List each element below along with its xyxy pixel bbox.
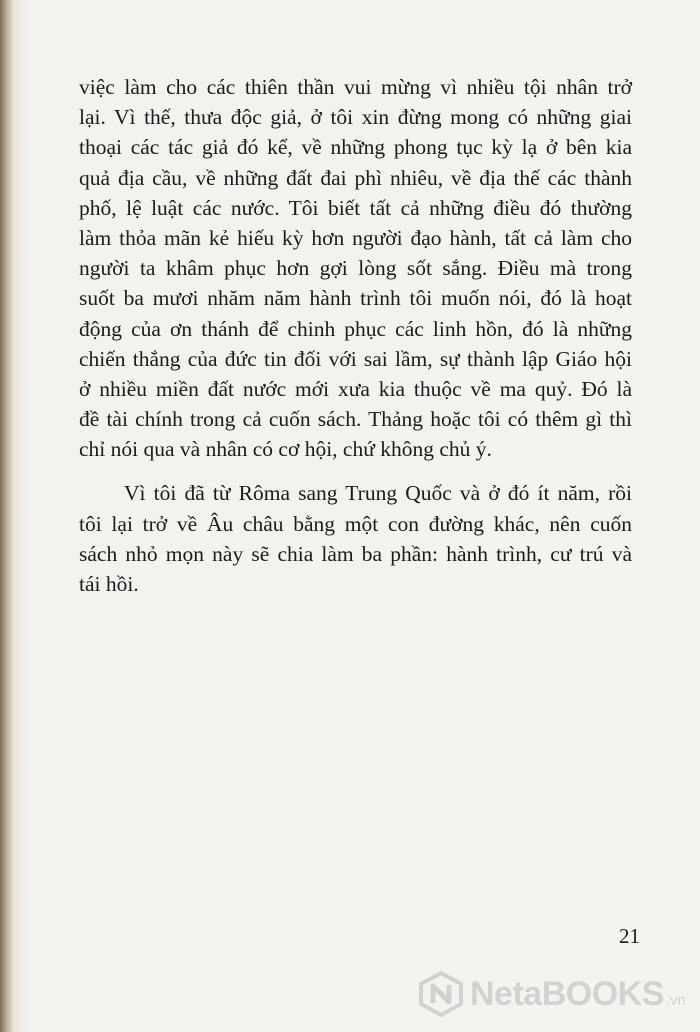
text-line: tái hồi. [79,572,139,596]
watermark-brand: NetaBOOKS [470,974,664,1013]
bleed-line [82,778,637,808]
paragraph-2 [79,478,632,599]
text-line: quả địa cầu, về những đất đai phì nhiêu, về địa thế các thành [79,165,632,190]
text-line: ở nhiều miền đất nước mới xưa kia thuộc về ma quỷ. Đó là [79,376,632,401]
page-number: 21 [619,924,640,948]
text-line: sách nhỏ mọn này sẽ chia làm ba phần: hành trình, cư trú và [79,541,632,566]
page-body [79,72,632,599]
text-line: chiến thắng của đức tin đối với sai lầm, sự thành lập Giáo hội [79,346,632,371]
paragraph-gap [79,464,632,478]
bleed-line [82,748,637,778]
paragraph-1 [79,72,632,464]
text-line: Vì tôi đã từ Rôma sang Trung Quốc và ở đó ít năm, rồi [124,481,632,506]
text-line: thoại các tác giả đó kể, về những phong tục kỳ lạ ở bên kia [79,135,632,160]
bleed-through-text [82,598,637,838]
netabooks-logo-icon [418,971,464,1017]
text-line: phố, lệ luật các nước. Tôi biết tất cả những điều đó thường [79,195,632,220]
text-line: người ta khâm phục hơn gợi lòng sốt sắng. Điều mà trong [79,256,632,281]
bleed-line [82,598,637,628]
watermark-suffix: .vn [665,991,686,1009]
bleed-line [82,808,637,838]
watermark [418,966,688,1022]
text-line: làm thỏa mãn kẻ hiếu kỳ hơn người đạo hành, tất cả làm cho [79,225,632,250]
text-line: suốt ba mươi nhăm năm hành trình tôi muốn nói, đó là hoạt [79,286,632,311]
bleed-line [82,718,637,748]
text-line: việc làm cho các thiên thần vui mừng vì nhiều tội nhân trở [79,75,632,99]
bleed-line [82,628,637,658]
text-line: tôi lại trở về Âu châu bằng một con đường khác, nên cuốn [79,511,632,536]
text-line: đề tài chính trong cả cuốn sách. Thảng hoặc tôi có thêm gì thì [79,407,632,432]
text-line: chỉ nói qua và nhân có cơ hội, chứ không chủ ý. [79,437,492,462]
bleed-line [82,688,637,718]
bleed-line [82,658,637,688]
text-line: động của ơn thánh để chinh phục các linh hồn, đó là những [79,316,632,341]
text-line: lại. Vì thế, thưa độc giả, ở tôi xin đừng mong có những giai [79,105,632,130]
